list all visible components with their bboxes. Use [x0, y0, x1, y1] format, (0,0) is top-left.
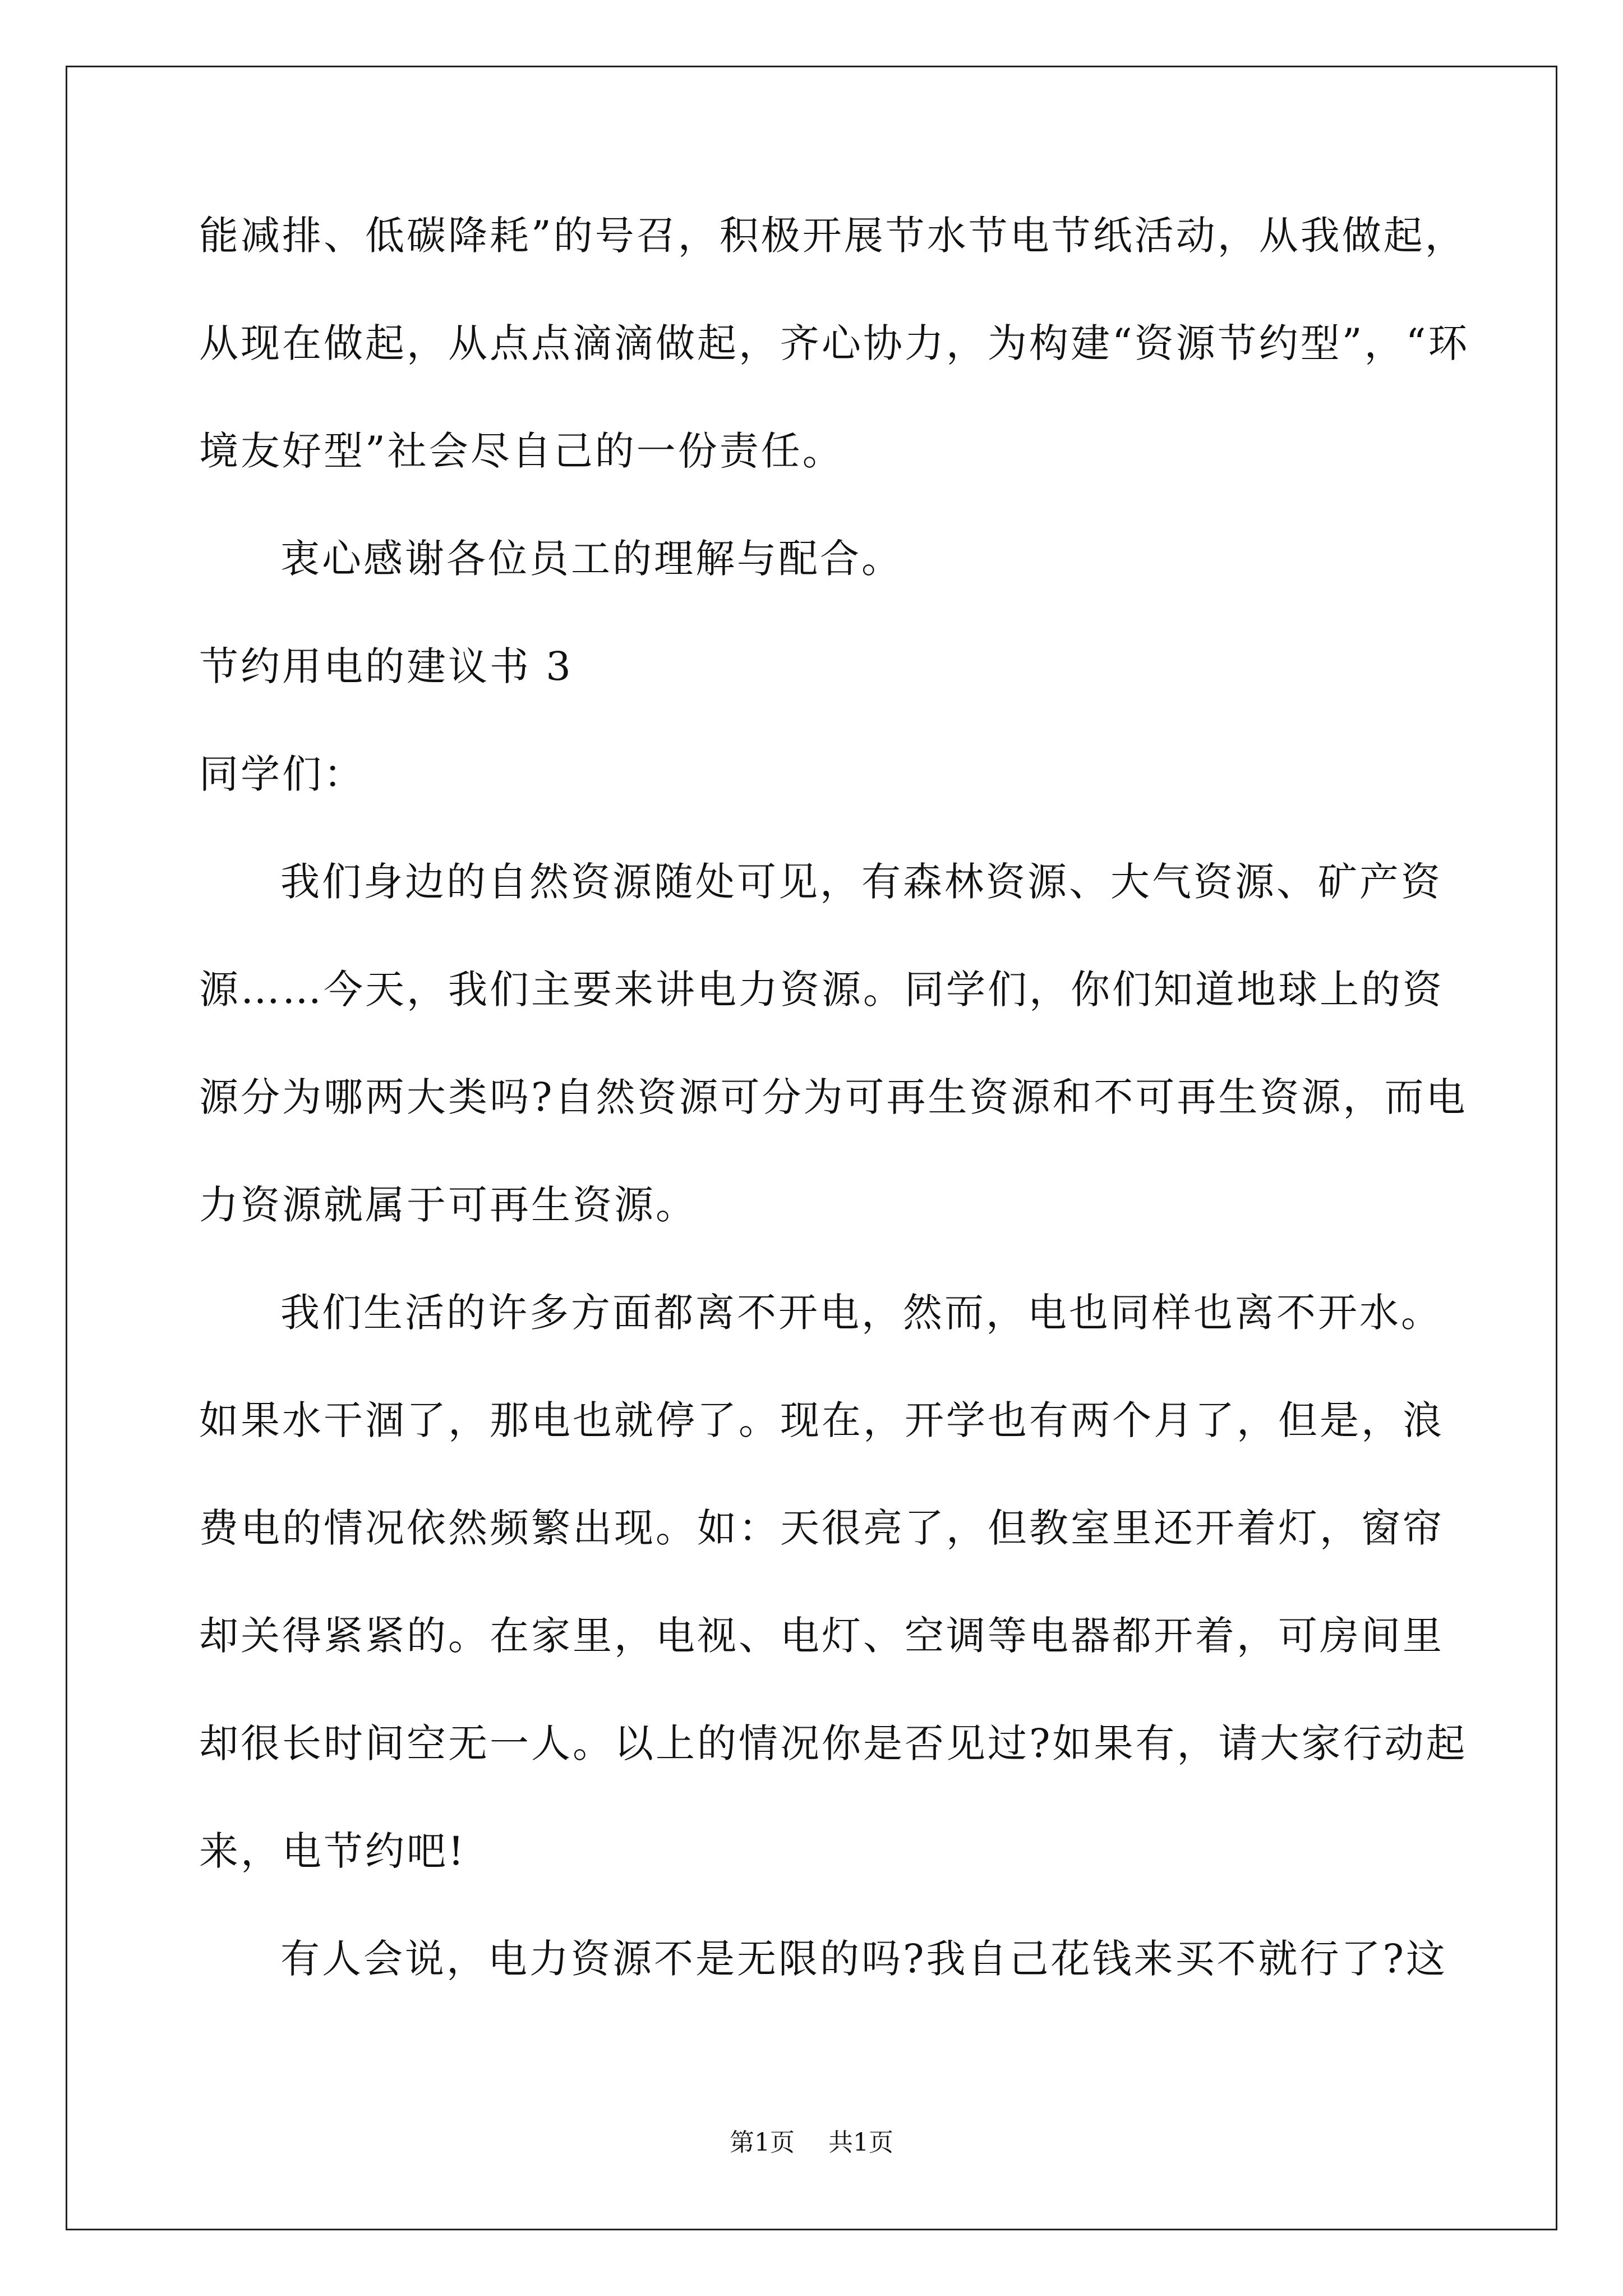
section-title: 节约用电的建议书 3	[199, 643, 573, 689]
text-line: 如果水干涸了，那电也就停了。现在，开学也有两个月了，但是，浪	[199, 1397, 1444, 1443]
text-line: 费电的情况依然频繁出现。如：天很亮了，但教室里还开着灯，窗帘	[199, 1505, 1444, 1551]
text-line: 源分为哪两大类吗?自然资源可分为可再生资源和不可再生资源，而电	[199, 1074, 1468, 1120]
text-line: 我们生活的许多方面都离不开电，然而，电也同样也离不开水。	[280, 1290, 1442, 1336]
salutation: 同学们：	[199, 751, 365, 797]
text-line: 来，电节约吧!	[199, 1828, 467, 1874]
text-line: 从现在做起，从点点滴滴做起，齐心协力，为构建“资源节约型”，“环	[199, 320, 1470, 366]
text-line: 能减排、低碳降耗”的号召，积极开展节水节电节纸活动，从我做起，	[199, 213, 1467, 259]
text-line: 衷心感谢各位员工的理解与配合。	[280, 536, 903, 582]
text-line: 境友好型”社会尽自己的一份责任。	[199, 428, 844, 474]
text-line: 源……今天，我们主要来讲电力资源。同学们，你们知道地球上的资	[199, 967, 1444, 1013]
page-number: 第1页	[730, 2128, 795, 2157]
text-line: 我们身边的自然资源随处可见，有森林资源、大气资源、矿产资	[280, 859, 1442, 905]
text-line: 有人会说，电力资源不是无限的吗?我自己花钱来买不就行了?这	[280, 1936, 1448, 1982]
page-footer	[0, 2126, 1623, 2160]
text-line: 力资源就属于可再生资源。	[199, 1182, 697, 1228]
text-line: 却关得紧紧的。在家里，电视、电灯、空调等电器都开着，可房间里	[199, 1613, 1444, 1659]
text-line: 却很长时间空无一人。以上的情况你是否见过?如果有，请大家行动起	[199, 1720, 1468, 1766]
document-body	[199, 209, 1470, 2040]
page-total: 共1页	[828, 2128, 893, 2157]
